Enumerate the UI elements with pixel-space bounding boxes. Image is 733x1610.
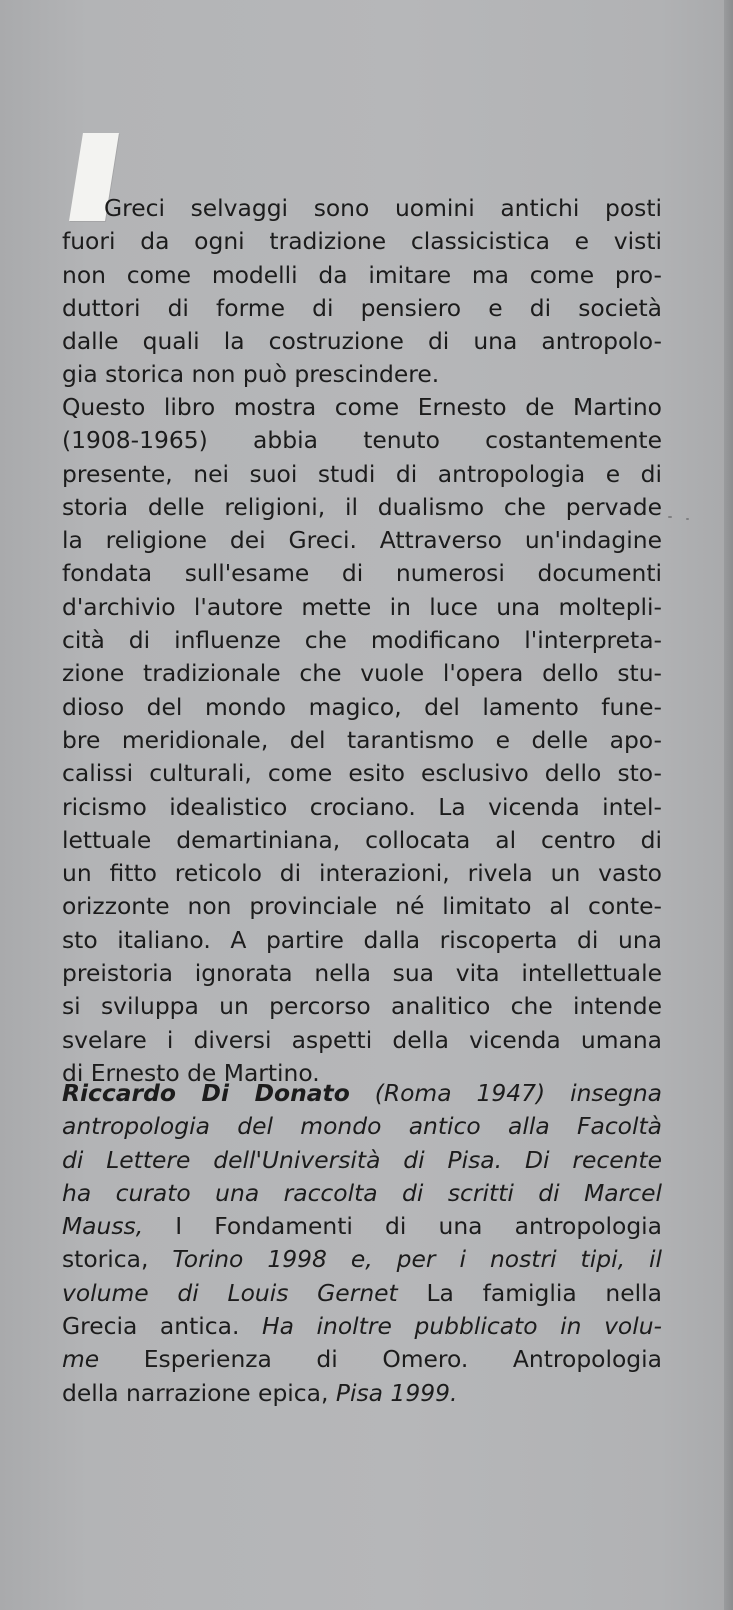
author-bio (62, 1077, 662, 1410)
text-line: (1908-1965) abbia tenuto costantemente (62, 426, 662, 455)
text-line: cità di influenze che modificano l'interpreta- (62, 626, 662, 655)
text-line: bre meridionale, del tarantismo e delle apo- (62, 725, 662, 754)
bio-line: Mauss, I Fondamenti di una antropologia (62, 1212, 662, 1241)
text-line: ricismo idealistico crociano. La vicenda intel- (62, 792, 662, 821)
text-line: Questo libro mostra come Ernesto de Martino (62, 393, 662, 421)
text-line: zione tradizionale che vuole l'opera dello stu- (62, 659, 662, 688)
bio-line: storica, Torino 1998 e, per i nostri tipi, il (62, 1245, 662, 1274)
text-line: fondata sull'esame di numerosi documenti (62, 559, 662, 588)
text-line: lettuale demartiniana, collocata al centro di (62, 825, 662, 854)
author-name: Riccardo Di Donato (62, 1079, 350, 1107)
text-line: storia delle religioni, il dualismo che pervade (62, 492, 662, 521)
description-paragraph (62, 391, 662, 1090)
text-line: svelare i diversi aspetti della vicenda umana (62, 1025, 662, 1054)
text-line: gia storica non può prescindere. (62, 360, 440, 389)
text-line: un fitto reticolo di interazioni, rivela un vasto (62, 859, 662, 888)
book-title: storica, (62, 1245, 149, 1274)
bio-line: ha curato una raccolta di scritti di Marcel (62, 1178, 662, 1207)
bio-line: Grecia antica. Ha inoltre pubblicato in volu- (62, 1312, 662, 1341)
bio-line: me Esperienza di Omero. Antropologia (62, 1345, 662, 1374)
text-line: si sviluppa un percorso analitico che intende (62, 992, 662, 1021)
book-title: Grecia antica. (62, 1312, 240, 1341)
book-title: della narrazione epica, (62, 1378, 329, 1407)
text-line: dalle quali la costruzione di una antropolo- (62, 327, 662, 356)
book-title: Esperienza di Omero. Antropologia (143, 1345, 662, 1374)
bio-line: della narrazione epica, Pisa 1999. (62, 1378, 458, 1407)
bio-line: di Lettere dell'Università di Pisa. Di recente (62, 1145, 662, 1174)
cover-edge (724, 0, 733, 1610)
text-line: presente, nei suoi studi di antropologia e di (62, 459, 662, 488)
text-line: fuori da ogni tradizione classicistica e visti (62, 227, 662, 256)
paper-speck (668, 516, 672, 518)
paper-speck (686, 518, 689, 520)
intro-paragraph (62, 192, 662, 392)
bio-line: antropologia del mondo antico alla Facoltà (62, 1112, 662, 1141)
text-line: duttori di forme di pensiero e di società (62, 293, 662, 322)
bio-line: volume di Louis Gernet La famiglia nella (62, 1278, 662, 1307)
text-line: d'archivio l'autore mette in luce una moltepli- (62, 592, 662, 621)
text-line: Greci selvaggi sono uomini antichi posti (104, 194, 662, 222)
text-line: sto italiano. A partire dalla riscoperta di una (62, 925, 662, 954)
text-line: calissi culturali, come esito esclusivo dello sto- (62, 759, 662, 788)
text-line: dioso del mondo magico, del lamento fune- (62, 692, 662, 721)
book-title: La famiglia nella (426, 1278, 662, 1307)
text-line: orizzonte non provinciale né limitato al conte- (62, 892, 662, 921)
text-line: la religione dei Greci. Attraverso un'indagine (62, 526, 662, 555)
text-line: preistoria ignorata nella sua vita intellettuale (62, 959, 662, 988)
book-title: I Fondamenti di una antropologia (175, 1212, 662, 1241)
bio-line: Riccardo Di Donato (Roma 1947) insegna (62, 1079, 662, 1107)
text-line: di Ernesto de Martino. (62, 1058, 320, 1087)
text-line: non come modelli da imitare ma come pro- (62, 260, 662, 289)
